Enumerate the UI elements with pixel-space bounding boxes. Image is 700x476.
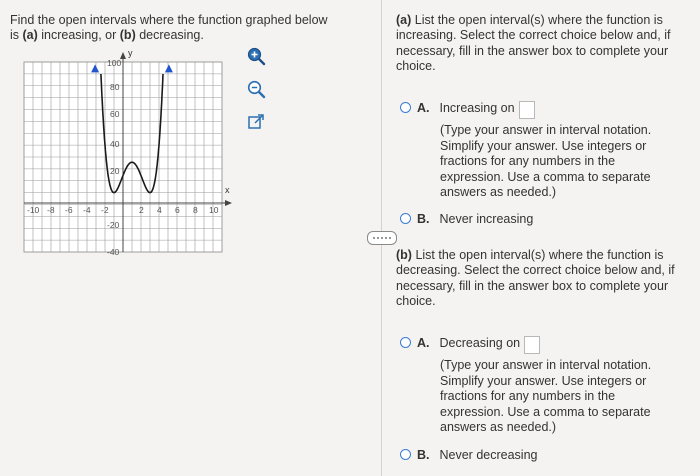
y-tick-label: -40 — [107, 247, 120, 257]
part-b-option-b[interactable] — [400, 448, 537, 462]
question-line-1: Find the open intervals where the function graphed below — [10, 13, 328, 27]
question-text-part: is — [10, 28, 23, 42]
y-tick-label: 100 — [107, 58, 122, 68]
question-text-part: decreasing. — [135, 28, 204, 42]
x-tick-label: 4 — [157, 205, 162, 215]
option-text: Decreasing on — [439, 336, 521, 350]
radio-button[interactable] — [400, 449, 411, 460]
x-tick-label: -4 — [83, 205, 91, 215]
function-graph — [10, 50, 240, 265]
option-text: Never decreasing — [439, 448, 538, 462]
part-a-prompt-text: List the open interval(s) where the function is increasing. Select the correct choice below and, if necessary, fill in the answer box to complete your choice. — [396, 13, 671, 73]
part-a-tag: (a) — [396, 13, 412, 27]
part-b-prompt — [396, 248, 686, 309]
radio-button[interactable] — [400, 337, 411, 348]
part-a-tag: (a) — [22, 28, 38, 42]
part-a-option-a[interactable] — [400, 101, 535, 119]
pane-resize-handle[interactable] — [367, 231, 397, 245]
x-tick-label: 2 — [139, 205, 144, 215]
part-a-option-b[interactable] — [400, 212, 533, 226]
x-axis-arrow — [225, 200, 232, 206]
part-b-option-a[interactable] — [400, 336, 540, 354]
decreasing-answer-box[interactable] — [524, 336, 540, 354]
part-b-tag: (b) — [119, 28, 136, 42]
open-external-button[interactable] — [246, 112, 266, 132]
part-a-hint: (Type your answer in interval notation. Simplify your answer. Use integers or fractions for any numbers in the expression. Use a comma to separate answers as needed.) — [440, 123, 652, 199]
part-b-hint: (Type your answer in interval notation. Simplify your answer. Use integers or fractions for any numbers in the expression. Use a comma to separate answers as needed.) — [440, 358, 652, 434]
part-b-tag: (b) — [396, 248, 412, 262]
y-tick-label: -20 — [107, 220, 120, 230]
option-letter: B. — [417, 212, 430, 226]
radio-button[interactable] — [400, 213, 411, 224]
zoom-in-button[interactable] — [246, 46, 266, 66]
y-tick-label: 80 — [110, 82, 120, 92]
radio-button[interactable] — [400, 102, 411, 113]
y-tick-label: 40 — [110, 139, 120, 149]
increasing-answer-box[interactable] — [519, 101, 535, 119]
option-text: Increasing on — [439, 101, 515, 115]
question-text — [10, 13, 345, 43]
option-letter: A. — [417, 101, 430, 115]
graph-svg — [10, 50, 240, 260]
x-tick-label: -6 — [65, 205, 73, 215]
y-tick-label: 20 — [110, 166, 120, 176]
x-tick-label: -2 — [101, 205, 109, 215]
x-axis-label: x — [225, 185, 230, 195]
part-b-prompt-text: List the open interval(s) where the function is decreasing. Select the correct choice below and, if necessary, fill in the answer box to complete your choice. — [396, 248, 675, 308]
x-tick-label: 10 — [209, 205, 219, 215]
x-tick-label: -10 — [27, 205, 40, 215]
graph-tools — [246, 46, 268, 145]
question-text-part: increasing, or — [37, 28, 120, 42]
x-tick-label: -8 — [47, 205, 55, 215]
open-external-icon — [247, 113, 265, 131]
x-tick-label: 6 — [175, 205, 180, 215]
part-a-prompt — [396, 13, 686, 74]
question-line-2 — [10, 28, 345, 43]
y-axis-label: y — [128, 50, 133, 58]
zoom-out-button[interactable] — [246, 79, 266, 99]
y-tick-label: 60 — [110, 109, 120, 119]
option-letter: A. — [417, 336, 430, 350]
x-tick-label: 8 — [193, 205, 198, 215]
option-letter: B. — [417, 448, 430, 462]
zoom-in-icon — [246, 46, 266, 66]
option-text: Never increasing — [439, 212, 534, 226]
zoom-out-icon — [246, 79, 266, 99]
